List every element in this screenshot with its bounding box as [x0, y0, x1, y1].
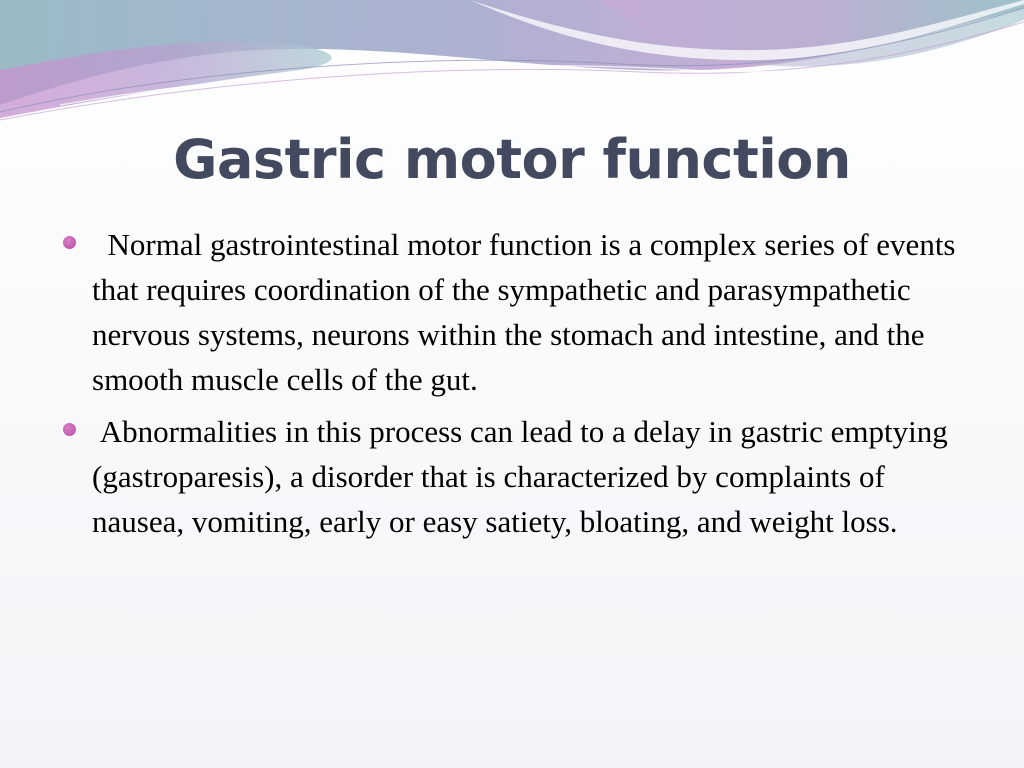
- slide-title: Gastric motor function: [173, 128, 851, 191]
- bullet-dot-icon: [63, 423, 76, 436]
- header-wave-decoration: [0, 0, 1024, 130]
- bullet-item: [58, 222, 970, 402]
- bullet-dot-icon: [63, 236, 76, 249]
- bullet-text: Abnormalities in this process can lead to a delay in gastric emptying (gastroparesis), a disorder that is characterized by complaints of nausea, vomiting, early or easy satiety, bloating, and weight loss.: [92, 414, 956, 539]
- bullet-item: [58, 409, 970, 544]
- bullet-text: Normal gastrointestinal motor function is a complex series of events that requires coordination of the sympathetic and parasympathetic nervous systems, neurons within the stomach and intestine, and the smooth muscle cells of the gut.: [92, 227, 964, 397]
- bullet-list: [58, 222, 970, 551]
